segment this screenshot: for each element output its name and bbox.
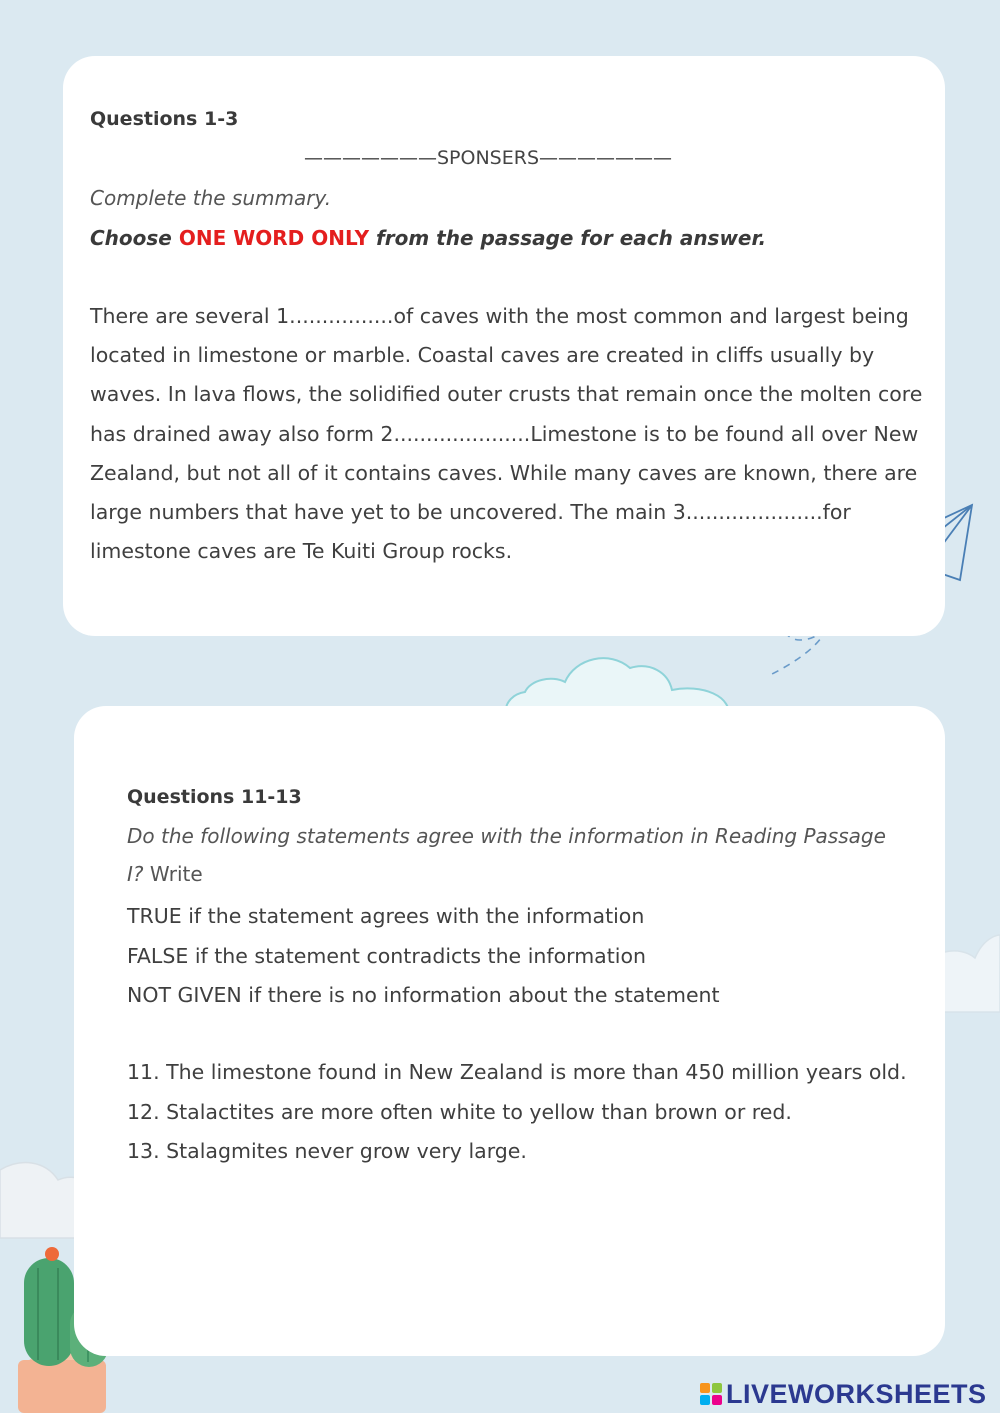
brand-name: LIVEWORKSHEETS bbox=[726, 1378, 987, 1409]
section2-heading: Questions 11-13 bbox=[127, 786, 302, 808]
question-item: 11. The limestone found in New Zealand is more than 450 million years old. bbox=[127, 1060, 907, 1084]
summary-line: There are several 1................of caves with the most common and largest being bbox=[90, 304, 909, 328]
passage-reference: I? bbox=[127, 862, 144, 886]
choose-instruction bbox=[90, 226, 766, 250]
summary-line: limestone caves are Te Kuiti Group rocks. bbox=[90, 539, 513, 564]
option-false: FALSE if the statement contradicts the information bbox=[127, 943, 647, 968]
choose-prefix: Choose bbox=[90, 226, 179, 250]
sponsors-line: ———————SPONSERS——————— bbox=[304, 147, 673, 169]
summary-line: has drained away also form 2.....................Limestone is to be found all over New bbox=[90, 421, 919, 446]
summary-line: located in limestone or marble. Coastal caves are created in cliffs usually by bbox=[90, 343, 875, 368]
answer-options bbox=[127, 897, 720, 1016]
choose-suffix: from the passage for each answer. bbox=[369, 226, 767, 250]
liveworksheets-logo bbox=[700, 1377, 987, 1411]
logo-mark-icon bbox=[700, 1383, 722, 1405]
write-label: Write bbox=[143, 862, 203, 886]
option-not-given: NOT GIVEN if there is no information about the statement bbox=[127, 983, 720, 1007]
option-true: TRUE if the statement agrees with the information bbox=[127, 904, 645, 928]
section1-heading: Questions 1-3 bbox=[90, 108, 239, 130]
section1-instruction: Complete the summary. bbox=[90, 186, 332, 210]
summary-line: waves. In lava flows, the solidified outer crusts that remain once the molten core bbox=[90, 382, 923, 407]
question-list bbox=[127, 1053, 907, 1172]
summary-line: Zealand, but not all of it contains caves. While many caves are known, there are bbox=[90, 460, 918, 485]
summary-paragraph bbox=[90, 297, 922, 571]
question-item: 12. Stalactites are more often white to yellow than brown or red. bbox=[127, 1099, 792, 1124]
choose-highlight: ONE WORD ONLY bbox=[178, 226, 370, 250]
section2-instruction-line1: Do the following statements agree with the information in Reading Passage bbox=[127, 824, 886, 848]
question-item: 13. Stalagmites never grow very large. bbox=[127, 1139, 527, 1163]
section2-instruction-line2 bbox=[127, 862, 203, 886]
summary-line: large numbers that have yet to be uncovered. The main 3.....................for bbox=[90, 499, 851, 524]
